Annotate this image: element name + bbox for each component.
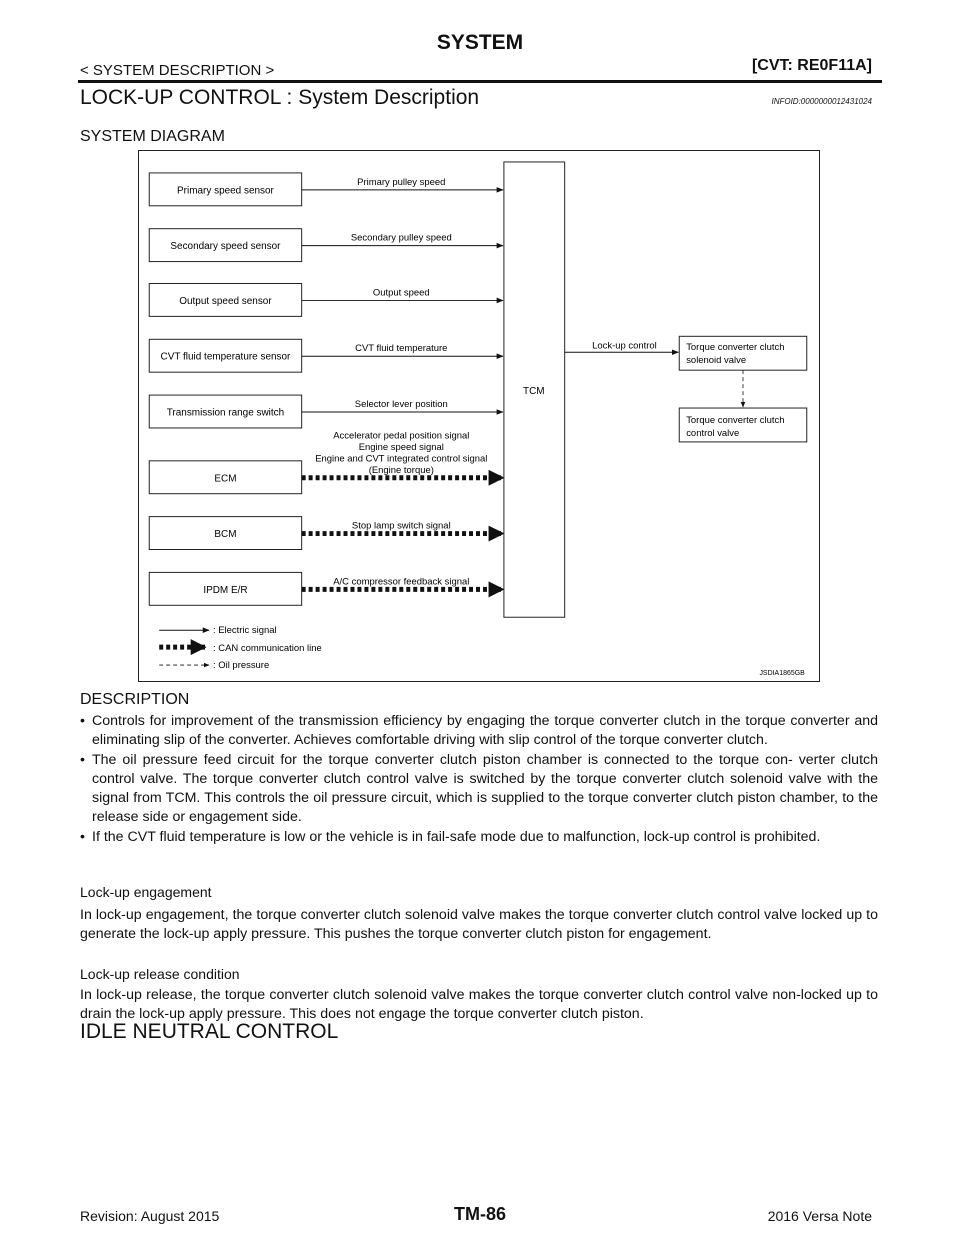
signal-label: Stop lamp switch signal: [351, 520, 451, 532]
signal-label: Primary pulley speed: [357, 176, 446, 188]
input-box-label: CVT fluid temperature sensor: [160, 351, 291, 363]
description-bullet: • Controls for improvement of the transmission efficiency by engaging the torque converter clutch in the torque converter and eliminating slip of the converter. Achieves comfortable driving with slip control of the torque converter clutch.: [80, 712, 878, 750]
info-id: INFOID:0000000012431024: [771, 97, 872, 106]
input-box-label: Primary speed sensor: [177, 185, 274, 197]
release-heading: Lock-up release condition: [80, 966, 240, 982]
input-box-label: IPDM E/R: [203, 584, 248, 596]
signal-label: CVT fluid temperature: [355, 343, 448, 355]
description-heading: DESCRIPTION: [80, 691, 190, 708]
footer-model: 2016 Versa Note: [767, 1208, 872, 1224]
lockup-control-label: Lock-up control: [592, 340, 657, 352]
description-list: [80, 712, 878, 848]
release-text: In lock-up release, the torque converter clutch solenoid valve makes the torque converter clutch control valve non-locked up to drain the lock-up apply pressure. This does not engage the torque converter clutch piston.: [80, 987, 878, 1022]
section-title: LOCK-UP CONTROL : System Description: [80, 86, 480, 109]
solenoid-valve-label-line1: Torque converter clutch: [686, 342, 785, 354]
input-devices: [149, 173, 503, 605]
signal-label: Accelerator pedal position signal: [333, 430, 470, 442]
signal-label: Output speed: [372, 287, 430, 299]
input-box-label: ECM: [214, 473, 237, 485]
solenoid-valve-label-line2: solenoid valve: [686, 355, 747, 367]
system-diagram: [138, 150, 820, 682]
signal-label: Engine and CVT integrated control signal: [315, 453, 488, 465]
footer-revision: Revision: August 2015: [80, 1208, 220, 1224]
section-breadcrumb: < SYSTEM DESCRIPTION >: [80, 62, 275, 79]
header-rule: [78, 80, 882, 83]
legend-electric-label: : Electric signal: [213, 625, 277, 637]
diagram-heading: SYSTEM DIAGRAM: [80, 128, 225, 145]
description-bullet: • If the CVT fluid temperature is low or the vehicle is in fail-safe mode due to malfunction, lock-up control is prohibited.: [80, 828, 878, 847]
signal-label: Selector lever position: [354, 399, 448, 411]
signal-label: A/C compressor feedback signal: [333, 576, 470, 588]
engagement-text: In lock-up engagement, the torque converter clutch solenoid valve makes the torque converter clutch control valve locked up to generate the lock-up apply pressure. This pushes the torque converter clutch piston for engagement.: [80, 907, 878, 942]
idle-neutral-heading: IDLE NEUTRAL CONTROL: [80, 1020, 339, 1043]
input-box-label: Output speed sensor: [179, 295, 272, 307]
footer-page-number: TM-86: [453, 1204, 506, 1224]
description-bullet: • The oil pressure feed circuit for the torque converter clutch piston chamber is connected to the torque con- verter clutch control valve. The torque converter clutch control valve is switched by the torque converter clutch solenoid valve with the signal from TCM. This controls the oil pressure circuit, which is supplied to the torque converter clutch piston chamber, to the release side or engagement side.: [80, 751, 878, 827]
legend-can-label: : CAN communication line: [213, 643, 322, 655]
input-box-label: Transmission range switch: [166, 407, 285, 419]
signal-label: Secondary pulley speed: [350, 232, 452, 244]
input-box-label: Secondary speed sensor: [170, 241, 281, 253]
tcm-label: TCM: [523, 386, 545, 398]
signal-label: (Engine torque): [368, 464, 434, 476]
signal-label: Engine speed signal: [358, 441, 444, 453]
model-code: [CVT: RE0F11A]: [751, 57, 872, 74]
page-title: SYSTEM: [436, 31, 524, 54]
legend-oil-label: : Oil pressure: [213, 660, 270, 672]
figure-id: JSDIA1865GB: [759, 670, 805, 678]
control-valve-label-line1: Torque converter clutch: [686, 414, 785, 426]
input-box-label: BCM: [214, 529, 237, 541]
engagement-heading: Lock-up engagement: [80, 884, 212, 900]
control-valve-label-line2: control valve: [686, 427, 740, 439]
